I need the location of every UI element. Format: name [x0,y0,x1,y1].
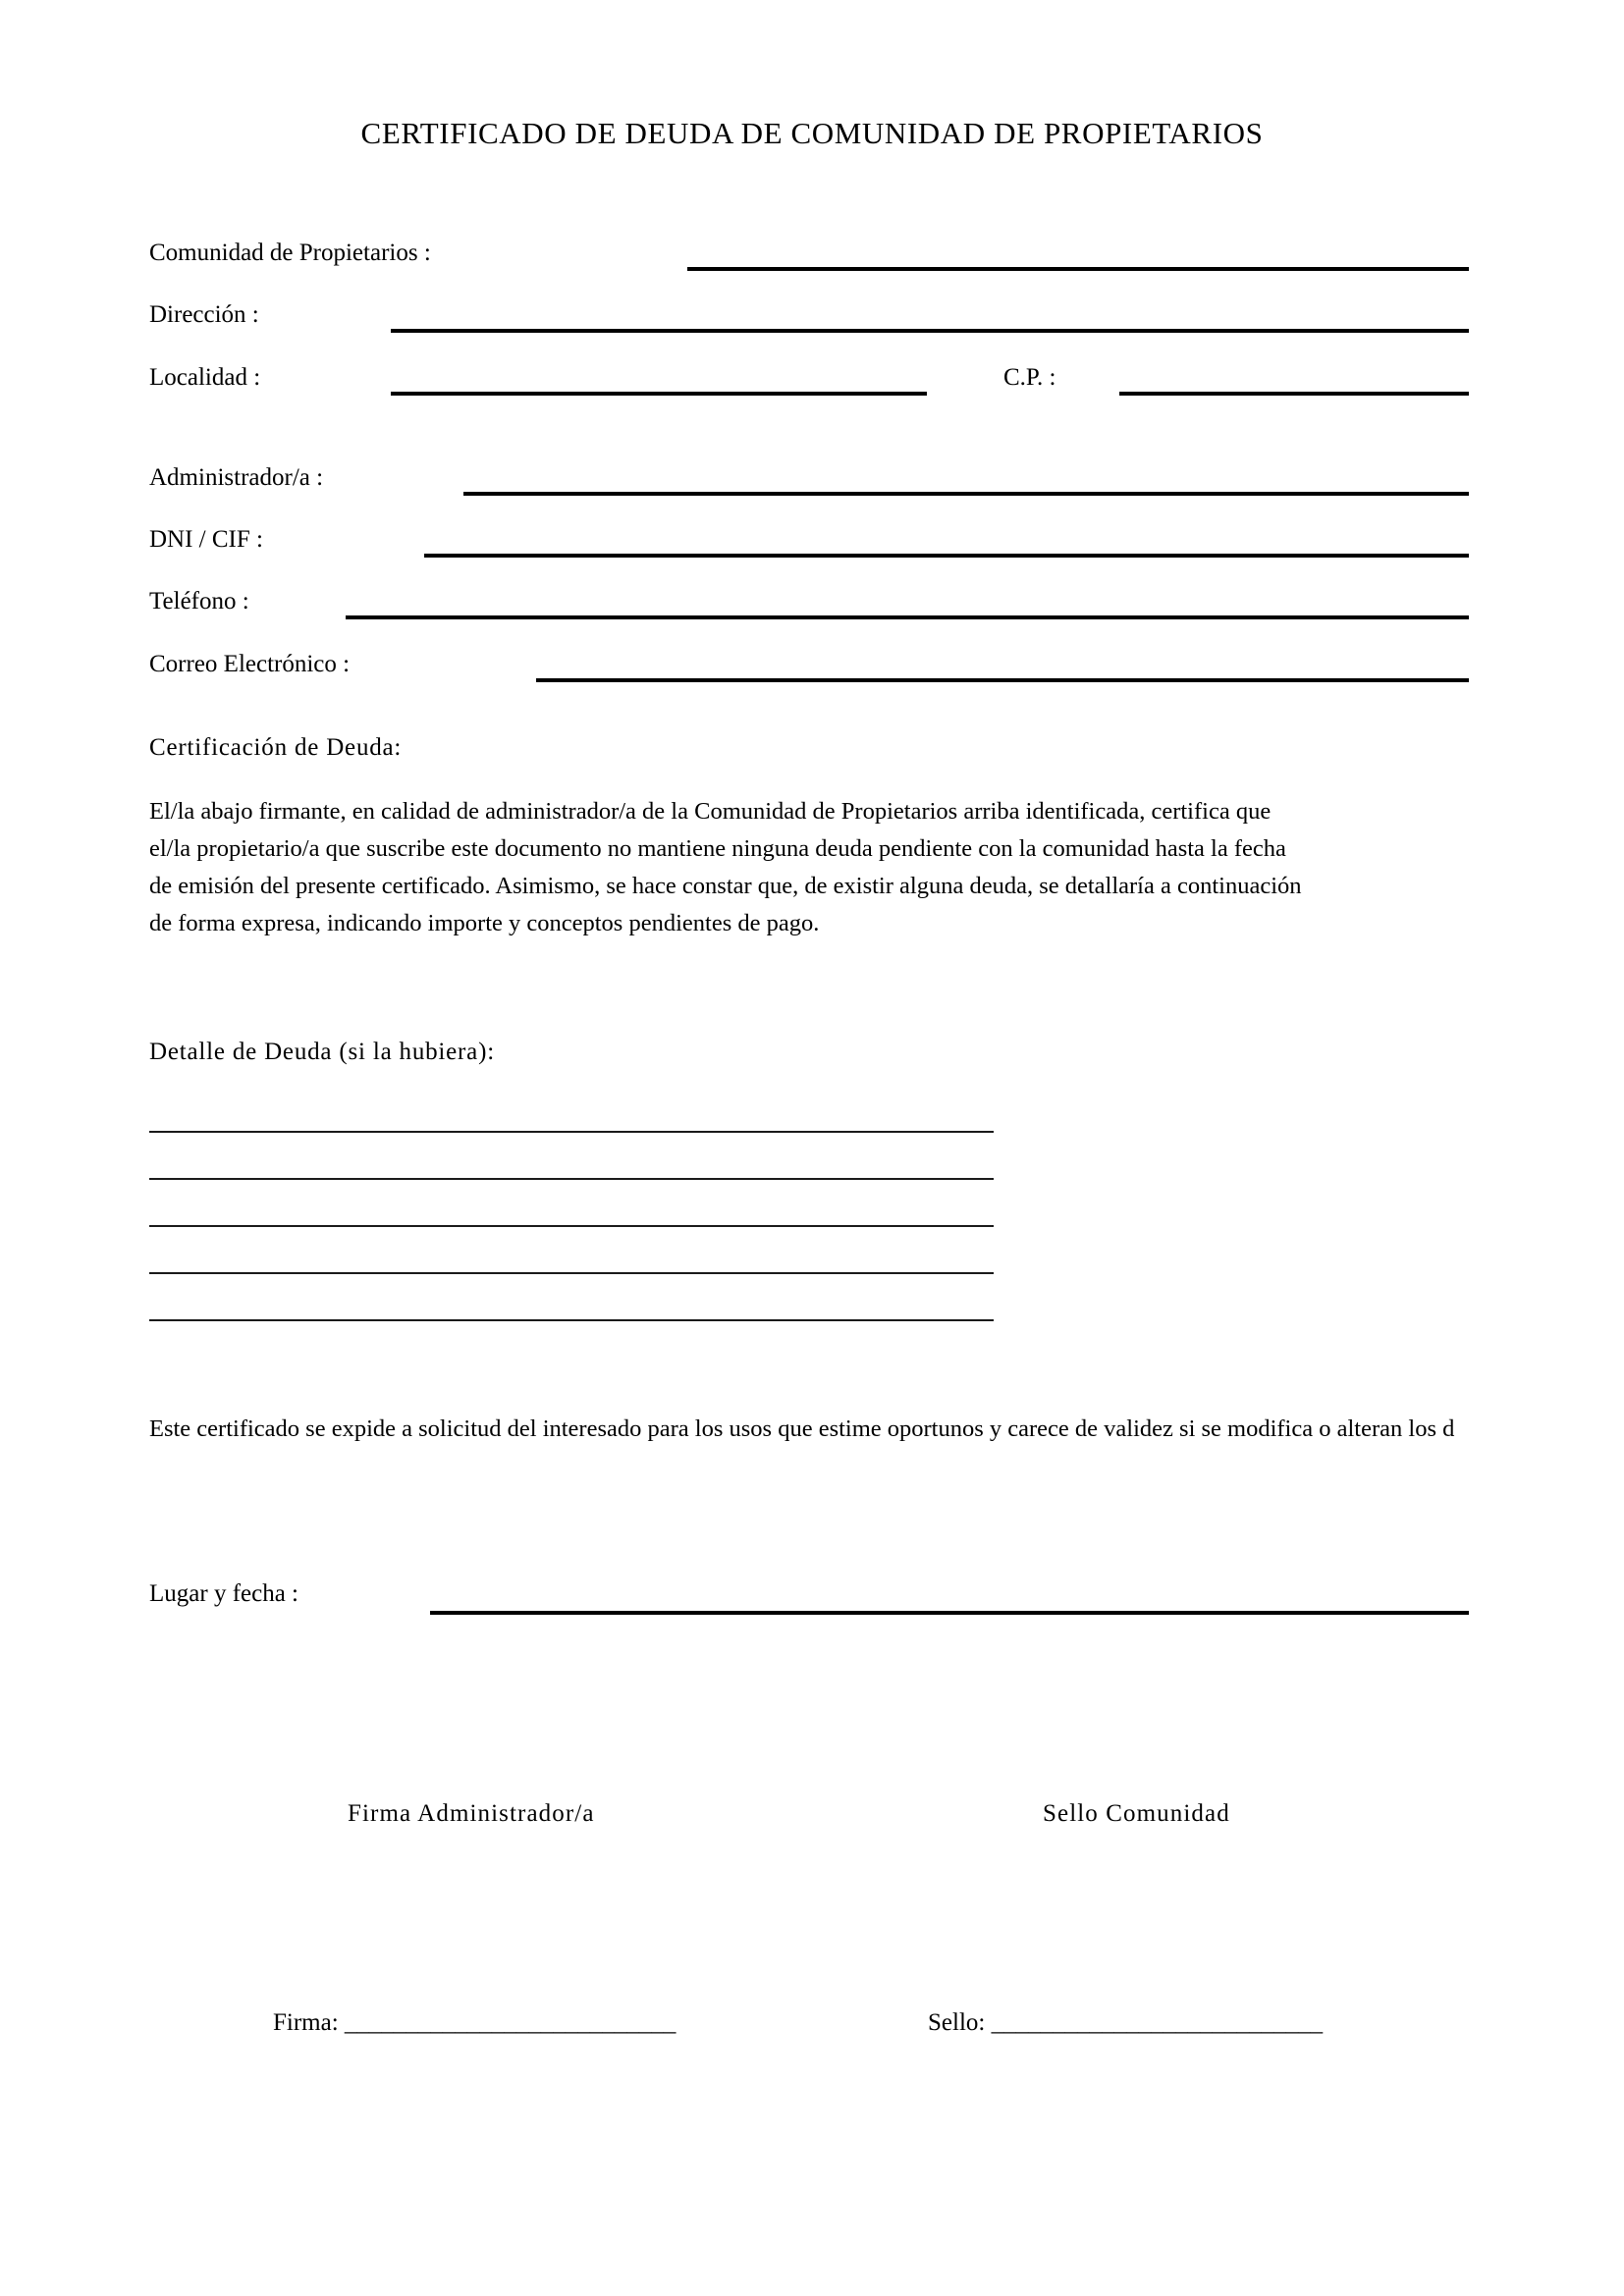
field-rule-correo[interactable] [536,678,1469,682]
field-label-cp: C.P. : [1003,364,1056,391]
field-rule-telefono[interactable] [346,615,1469,619]
certification-paragraph-line: El/la abajo firmante, en calidad de administrador/a de la Comunidad de Propietarios arriba identificada, certifica que [149,798,1272,825]
debt-detail-line[interactable] [149,1178,994,1180]
signature-fill-underscore-firma: ___________________________ [344,2009,677,2036]
signature-fill-row-firma[interactable] [273,2009,676,2037]
legal-note: Este certificado se expide a solicitud del interesado para los usos que estime oportunos y carece de validez si se modifica o alteran los d [149,1415,1455,1442]
field-rule-dni-cif[interactable] [424,554,1469,558]
certification-heading: Certificación de Deuda: [149,734,403,761]
field-rule-lugar-fecha[interactable] [430,1611,1469,1615]
field-rule-administrador[interactable] [463,492,1469,496]
debt-detail-line[interactable] [149,1225,994,1227]
signature-fill-row-sello[interactable] [928,2009,1323,2037]
field-rule-direccion[interactable] [391,329,1469,333]
certification-paragraph [149,793,1302,942]
field-label-telefono: Teléfono : [149,588,249,614]
signature-caption-administrator: Firma Administrador/a [348,1800,595,1827]
field-rule-cp[interactable] [1119,392,1469,396]
page-title: CERTIFICADO DE DEUDA DE COMUNIDAD DE PROPIETARIOS [360,116,1264,150]
certification-paragraph-line: de forma expresa, indicando importe y conceptos pendientes de pago. [149,910,820,936]
field-label-lugar-fecha: Lugar y fecha : [149,1580,299,1607]
debt-detail-heading: Detalle de Deuda (si la hubiera): [149,1039,495,1065]
signature-fill-label-firma: Firma: [273,2009,339,2036]
signature-caption-community-stamp: Sello Comunidad [1043,1800,1230,1827]
signature-fill-label-sello: Sello: [928,2009,986,2036]
field-rule-localidad[interactable] [391,392,927,396]
signature-fill-underscore-sello: ___________________________ [991,2009,1324,2036]
field-rule-comunidad[interactable] [687,267,1469,271]
field-label-dni-cif: DNI / CIF : [149,526,263,553]
field-label-administrador: Administrador/a : [149,464,324,491]
debt-detail-line[interactable] [149,1131,994,1133]
field-label-correo: Correo Electrónico : [149,651,351,677]
field-label-comunidad: Comunidad de Propietarios : [149,240,431,266]
debt-detail-line[interactable] [149,1272,994,1274]
field-label-localidad: Localidad : [149,364,261,391]
field-label-direccion: Dirección : [149,301,259,328]
debt-detail-line[interactable] [149,1319,994,1321]
certification-paragraph-line: de emisión del presente certificado. Asimismo, se hace constar que, de existir alguna deuda, se detallaría a continuación [149,873,1302,899]
certification-paragraph-line: el/la propietario/a que suscribe este documento no mantiene ninguna deuda pendiente con la comunidad hasta la fecha [149,835,1286,862]
